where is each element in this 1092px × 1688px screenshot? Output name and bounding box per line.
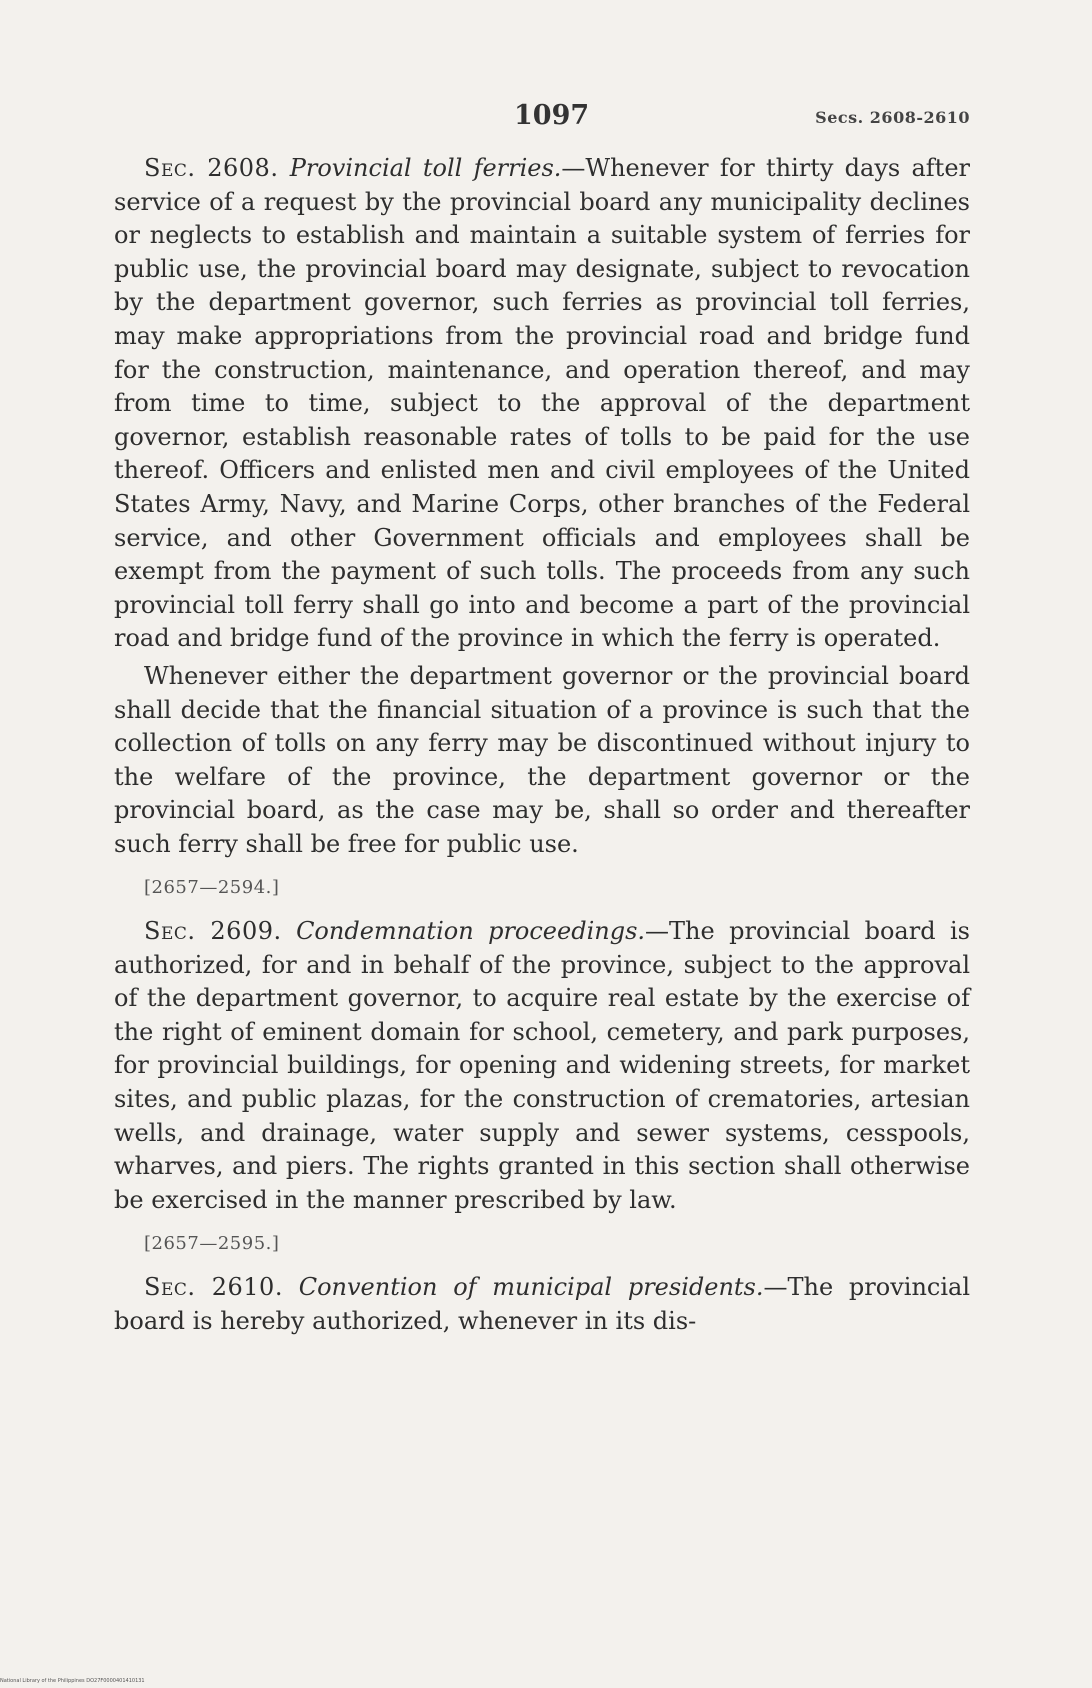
section-2609-citation: [2657—2595.] (144, 1233, 280, 1255)
running-head-sections: Secs. 2608-2610 (815, 108, 970, 127)
section-2609-paragraph-1 (114, 915, 970, 1217)
section-2610-label: Sec. 2610. (144, 1273, 283, 1301)
section-2610-text-1: —The provincial board is hereby authorized, whenever in its dis- (114, 1273, 971, 1335)
section-2608-paragraph-1 (114, 152, 970, 656)
section-2608-citation: [2657—2594.] (144, 877, 280, 899)
section-2609-text-1: —The provincial board is authorized, for and in behalf of the province, subject to the approval of the department governor, to acquire real estate by the exercise of the right of eminent domain for school, cemetery, and park purposes, for provincial buildings, for opening and widening streets, for market sites, and public plazas, for the construction of crematories, artesian wells, and drainage, water supply and sewer systems, cesspools, wharves, and piers. The rights granted in this section shall otherwise be exercised in the manner prescribed by law. (114, 917, 970, 1214)
page-number: 1097 (514, 100, 590, 131)
section-2608-label: Sec. 2608. (144, 154, 279, 182)
section-2608-paragraph-2: Whenever either the department governor or the provincial board shall decide that the financial situation of a province is such that the collection of tolls on any ferry may be discontinued without injury to the welfare of the province, the department governor or the provincial board, as the case may be, shall so order and thereafter such ferry shall be free for public use. (114, 661, 970, 858)
body-text (114, 152, 970, 1342)
scan-footer: National Library of the Philippines DO27F0000401410131 (0, 1678, 145, 1684)
page-header (114, 100, 970, 140)
section-2610-paragraph-1 (114, 1271, 970, 1338)
section-2609-title: Condemnation proceedings. (296, 917, 646, 946)
section-2608-text-1: —Whenever for thirty days after service of a request by the provincial board any municipality declines or neglects to establish and maintain a suitable system of ferries for public use, the provincial board may designate, subject to revocation by the department governor, such ferries as provincial toll ferries, may make appropriations from the provincial road and bridge fund for the construction, maintenance, and operation thereof, and may from time to time, subject to the approval of the department governor, establish reasonable rates of tolls to be paid for the use thereof. Officers and enlisted men and civil employees of the United States Army, Navy, and Marine Corps, other branches of the Federal service, and other Government officials and employees shall be exempt from the payment of such tolls. The proceeds from any such provincial toll ferry shall go into and become a part of the provincial road and bridge fund of the province in which the ferry is operated. (114, 154, 970, 653)
section-2610-title: Convention of municipal presidents. (298, 1273, 764, 1301)
section-2608-title: Provincial toll ferries. (289, 154, 562, 182)
section-2609-label: Sec. 2609. (144, 917, 282, 946)
